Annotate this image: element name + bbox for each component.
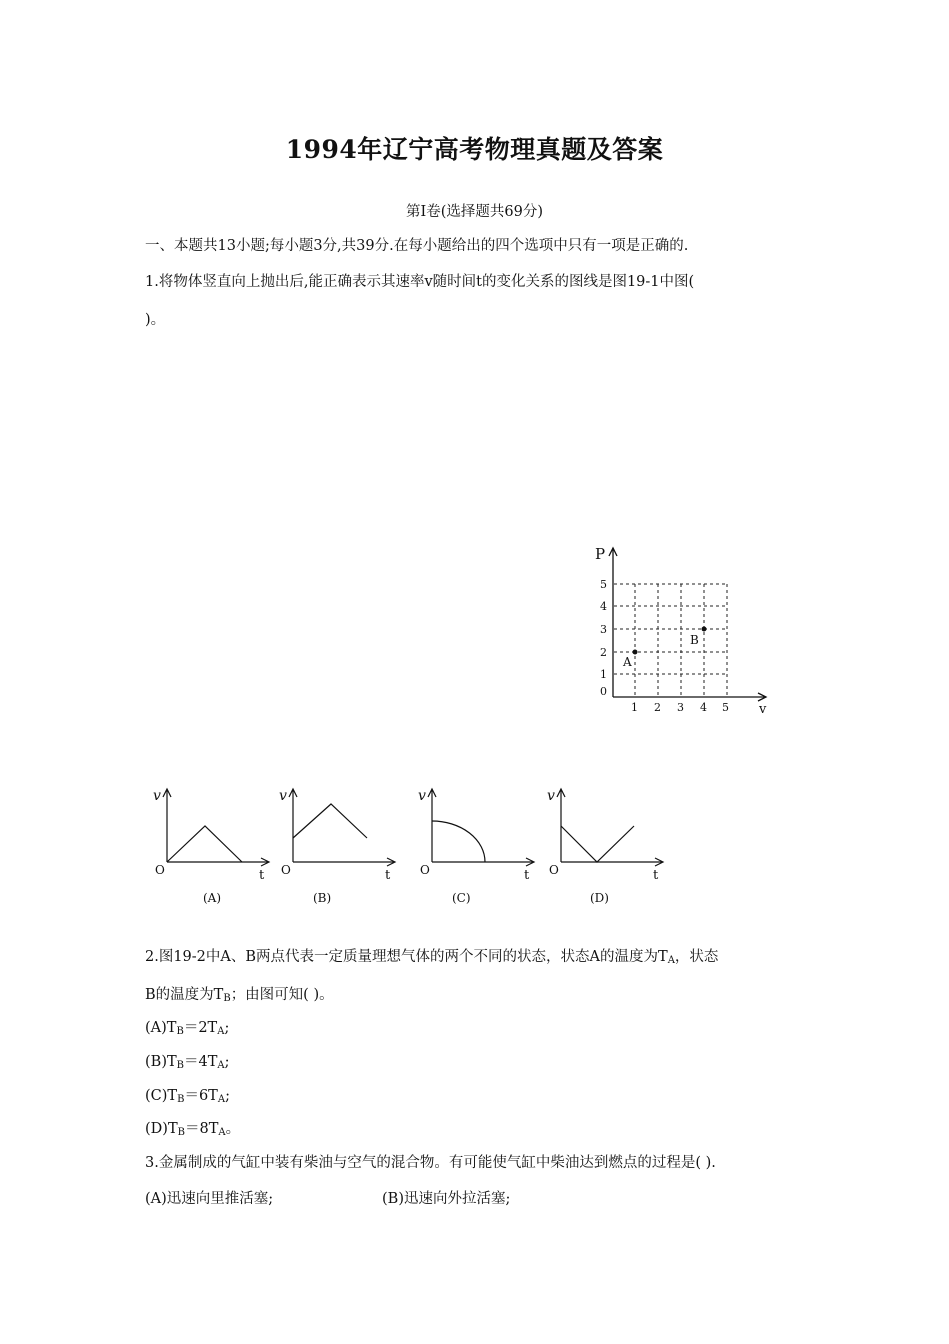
pv-x-tick-5: 5 xyxy=(722,701,729,714)
pv-x-tick-2: 2 xyxy=(654,701,661,714)
vt-curve-c xyxy=(432,821,485,862)
question-2-line-2: B的温度为$T_B$；由图可知( )。 xyxy=(145,987,334,1004)
pv-y-tick-4: 4 xyxy=(600,600,607,613)
pv-graph xyxy=(590,538,790,728)
pv-origin-label: 0 xyxy=(600,685,607,698)
vt-d-origin: O xyxy=(549,863,559,877)
vt-a-y-label: v xyxy=(153,788,161,804)
vt-curve-d xyxy=(561,826,634,862)
vt-b-x-label: t xyxy=(385,868,391,883)
pv-y-tick-3: 3 xyxy=(600,623,607,636)
question-1-line-2: )。 xyxy=(145,312,166,328)
pv-y-tick-2: 2 xyxy=(600,646,607,659)
vt-c-y-label: v xyxy=(418,788,426,804)
question-3-option-b: (B)迅速向外拉活塞; xyxy=(382,1191,511,1207)
vt-c-caption: (C) xyxy=(452,891,471,905)
vt-b-caption: (B) xyxy=(313,891,332,905)
question-2-option-b: $(B)T_B=4T_A$; xyxy=(145,1054,230,1071)
vt-b-y-label: v xyxy=(279,788,287,804)
pv-x-tick-4: 4 xyxy=(700,701,707,714)
vt-d-caption: (D) xyxy=(590,891,609,905)
vt-a-caption: (A) xyxy=(203,891,222,905)
pv-point-b-label: B xyxy=(690,633,699,647)
page-title: 1994年辽宁高考物理真题及答案 xyxy=(285,135,664,164)
question-2-option-a: $(A)T_B=2T_A$; xyxy=(145,1020,230,1037)
vt-d-x-label: t xyxy=(653,868,659,883)
question-3-stem: 3.金属制成的气缸中装有柴油与空气的混合物。有可能使气缸中柴油达到燃点的过程是( ). xyxy=(145,1155,716,1171)
question-2-option-c: $(C)T_B=6T_A$; xyxy=(145,1088,230,1105)
vt-curve-a xyxy=(167,826,242,862)
vt-panel-d-axes xyxy=(557,789,663,866)
vt-curve-b xyxy=(293,804,367,838)
vt-c-x-label: t xyxy=(524,868,530,883)
vt-panel-a-axes xyxy=(163,789,269,866)
vt-a-origin: O xyxy=(155,863,165,877)
question-2-option-d: $(D)T_B=8T_A$。 xyxy=(145,1121,241,1138)
question-3-option-a: (A)迅速向里推活塞; xyxy=(145,1191,274,1207)
vt-a-x-label: t xyxy=(259,868,265,883)
pv-axes xyxy=(609,548,766,701)
pv-point-b xyxy=(702,627,707,632)
question-2-line-1: 2.图19-2中A、B两点代表一定质量理想气体的两个不同的状态，状态A的温度为$T_A$，状态 xyxy=(145,949,719,966)
vt-c-origin: O xyxy=(420,863,430,877)
pv-y-tick-5: 5 xyxy=(600,578,607,591)
vt-d-y-label: v xyxy=(547,788,555,804)
pv-point-a xyxy=(633,650,638,655)
section-title: 第Ⅰ卷(选择题共69分) xyxy=(406,204,543,220)
pv-y-axis-label: P xyxy=(595,545,606,563)
instructions: 一、本题共13小题;每小题3分,共39分.在每小题给出的四个选项中只有一项是正确的. xyxy=(145,238,689,254)
vt-panel-c-axes xyxy=(428,789,534,866)
vt-b-origin: O xyxy=(281,863,291,877)
question-1-line-1: 1.将物体竖直向上抛出后,能正确表示其速率v随时间t的变化关系的图线是图19-1中图( xyxy=(145,274,695,290)
pv-point-a-label: A xyxy=(623,655,632,669)
pv-y-tick-1: 1 xyxy=(600,668,607,681)
pv-grid xyxy=(614,584,727,697)
vt-graphs xyxy=(145,782,685,912)
pv-x-tick-3: 3 xyxy=(677,701,684,714)
pv-x-axis-label: v xyxy=(759,702,767,717)
pv-x-tick-1: 1 xyxy=(631,701,638,714)
